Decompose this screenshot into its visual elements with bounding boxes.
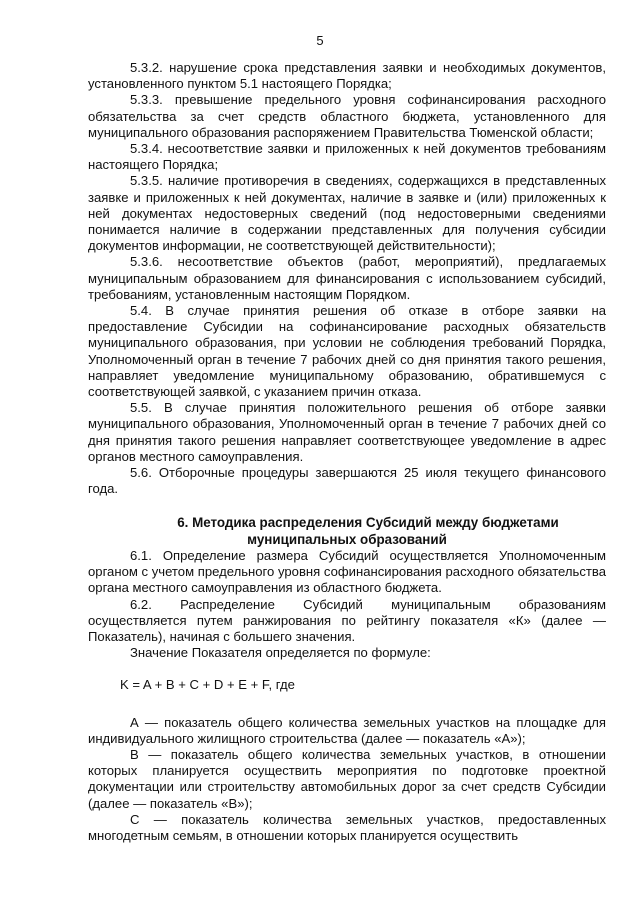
- paragraph-5-3-3: 5.3.3. превышение предельного уровня софинансирования расходного обязательства за счет средств областного бюджета, установленного для муниципального образования распоряжением Правительства Тюменской области;: [88, 92, 606, 140]
- page-number: 5: [316, 33, 324, 48]
- paragraph-6-2: 6.2. Распределение Субсидий муниципальным образованиям осуществляется путем ранжирования по рейтингу показателя «К» (далее — Показатель), начиная с большего значения.: [88, 596, 606, 644]
- paragraph-5-5: 5.5. В случае принятия положительного решения об отборе заявки муниципального образования, Уполномоченный орган в течение 7 рабочих дней со дня принятия такого решения направляет соответствующее уведомление в адрес органов местного самоуправления.: [88, 400, 606, 464]
- definition-a: А — показатель общего количества земельных участков на площадке для индивидуального жилищного строительства (далее — показатель «А»);: [88, 714, 606, 746]
- paragraph-5-3-6: 5.3.6. несоответствие объектов (работ, мероприятий), предлагаемых муниципальным образованием для финансирования с использованием субсидий, требованиям, установленным настоящим Порядком.: [88, 254, 606, 302]
- document-body: [88, 60, 606, 844]
- paragraph-5-4: 5.4. В случае принятия решения об отказе в отборе заявки на предоставление Субсидии на софинансирование расходных обязательств муниципального образования, при условии не соблюдения требований Порядка, Уполномоченный орган в течение 7 рабочих дней со дня принятия такого решения, направляет уведомление муниципальному образованию, обратившемуся с соответствующей заявкой, с указанием причин отказа.: [88, 303, 606, 400]
- paragraph-5-6: 5.6. Отборочные процедуры завершаются 25 июля текущего финансового года.: [88, 465, 606, 497]
- formula: K = A + B + C + D + E + F, где: [120, 677, 295, 693]
- paragraph-5-3-5: 5.3.5. наличие противоречия в сведениях, содержащихся в представленных заявке и приложенных к ней документах, наличие в заявке и (или) приложенных к ней документах недостоверных сведений (под недостоверными сведениями понимается наличие в содержании представленных для получения субсидии документов информации, не соответствующей действительности);: [88, 173, 606, 254]
- paragraph-6-1: 6.1. Определение размера Субсидий осуществляется Уполномоченным органом с учетом предельного уровня софинансирования расходного обязательства органа местного самоуправления из областного бюджета.: [88, 547, 606, 596]
- section-heading: 6. Методика распределения Субсидий между бюджетами муниципальных образований: [177, 515, 559, 547]
- paragraph-5-3-2: 5.3.2. нарушение срока представления заявки и необходимых документов, установленного пунктом 5.1 настоящего Порядка;: [88, 60, 606, 92]
- formula-intro: Значение Показателя определяется по формуле:: [130, 645, 431, 661]
- paragraph-5-3-4: 5.3.4. несоответствие заявки и приложенных к ней документов требованиям настоящего Порядка;: [88, 141, 606, 173]
- definition-c: С — показатель количества земельных участков, предоставленных многодетным семьям, в отношении которых планируется осуществить: [88, 811, 606, 843]
- definition-b: В — показатель общего количества земельных участков, в отношении которых планируется осуществить мероприятия по подготовке проектной документации или строительству автомобильных дорог за счет средств Субсидии (далее — показатель «В»);: [88, 746, 606, 811]
